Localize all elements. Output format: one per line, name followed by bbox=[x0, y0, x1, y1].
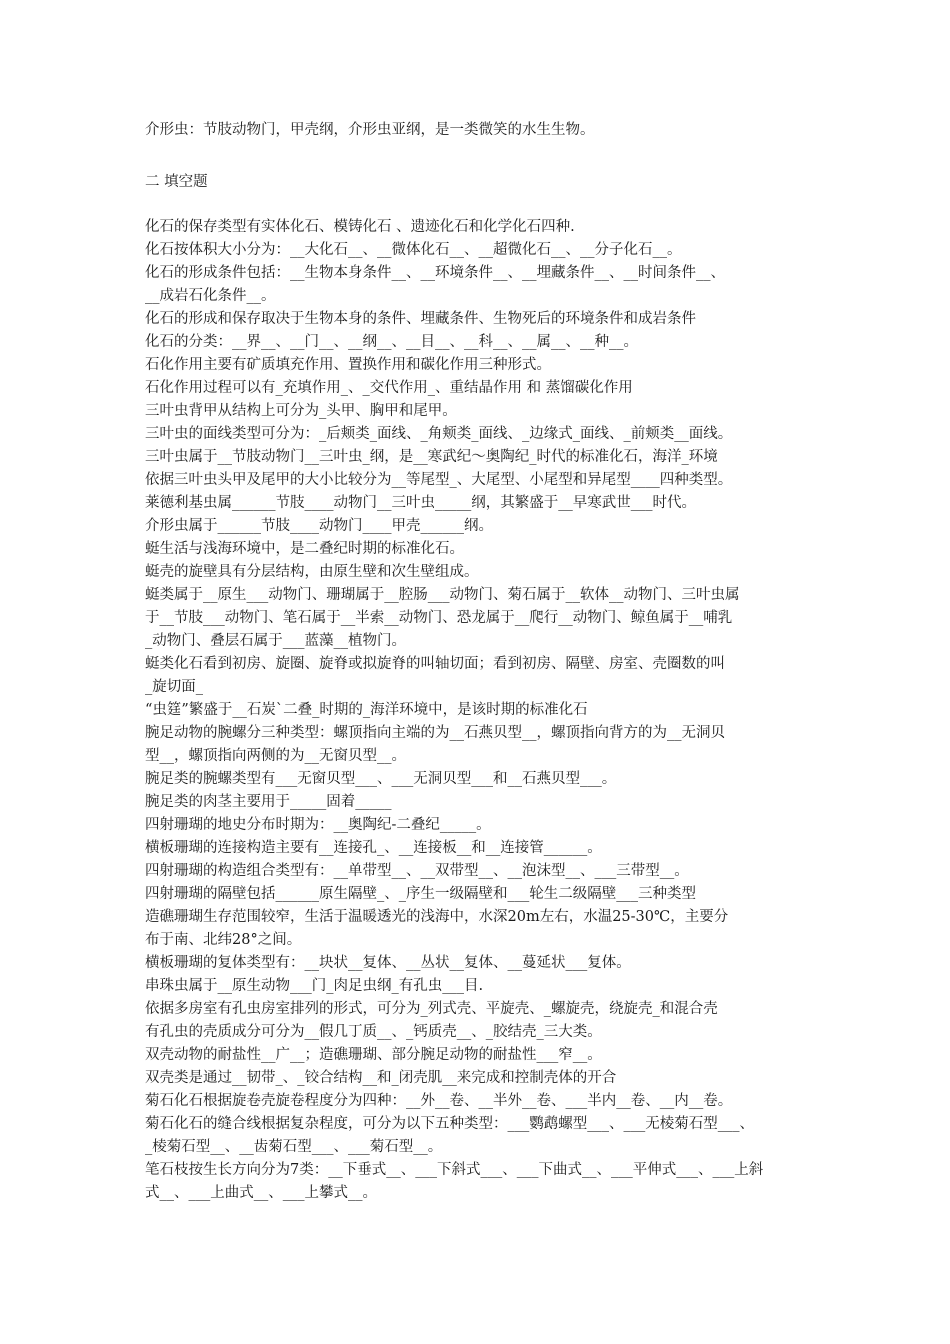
text-line: 双壳类是通过__韧带_、_铰合结构__和_闭壳肌__来完成和控制壳体的开合 bbox=[145, 1070, 617, 1086]
text-line: _棱菊石型__、__齿菊石型___、___菊石型__。 bbox=[145, 1139, 443, 1155]
text-line: __成岩石化条件__。 bbox=[145, 288, 276, 304]
text-line: 布于南、北纬28°之间。 bbox=[145, 932, 302, 948]
text-line: 菊石化石的缝合线根据复杂程度，可分为以下五种类型：___鹦鹉螺型___、___无棱菊石型___、 bbox=[145, 1116, 754, 1132]
intro-line: 介形虫：节肢动物门，甲壳纲，介形虫亚纲，是一类微笑的水生生物。 bbox=[145, 122, 595, 138]
text-line: 式__、___上曲式__、___上攀式__。 bbox=[145, 1185, 377, 1201]
text-line: 蜓类化石看到初房、旋圈、旋脊或拟旋脊的叫轴切面；看到初房、隔壁、房室、壳圈数的叫 bbox=[145, 656, 725, 672]
text-line: 造礁珊瑚生存范围较窄，生活于温暖透光的浅海中，水深20m左右，水温25-30℃，主要分 bbox=[145, 909, 729, 925]
text-line: 四射珊瑚的隔壁包括______原生隔壁_、_序生一级隔壁和___轮生二级隔壁___三种类型 bbox=[145, 886, 696, 902]
fill-in-list bbox=[145, 216, 815, 1205]
text-line: 莱德利基虫属______节肢____动物门__三叶虫_____纲，其繁盛于__早寒武世___时代。 bbox=[145, 495, 696, 511]
text-line: 三叶虫的面线类型可分为：_后颊类_面线、_角颊类_面线、_边缘式_面线、_前颊类__面线。 bbox=[145, 426, 733, 442]
text-line: 腕足动物的腕螺分三种类型：螺顶指向主端的为__石燕贝型__，螺顶指向背方的为__无洞贝 bbox=[145, 725, 725, 741]
text-line: 腕足类的肉茎主要用于_____固着_____ bbox=[145, 794, 392, 810]
text-line: _旋切面_ bbox=[145, 679, 203, 695]
text-line: 型__，螺顶指向两侧的为__无窗贝型__。 bbox=[145, 748, 406, 764]
text-line: 化石按体积大小分为：__大化石__、__微体化石__、__超微化石__、__分子化石__。 bbox=[145, 242, 682, 258]
text-line: 横板珊瑚的连接构造主要有__连接孔_、__连接板__和__连接管______。 bbox=[145, 840, 602, 856]
text-line: 横板珊瑚的复体类型有：__块状__复体、__丛状__复体、__蔓延状___复体。 bbox=[145, 955, 631, 971]
text-line: 依据三叶虫头甲及尾甲的大小比较分为__等尾型_、大尾型、小尾型和异尾型____四种类型。 bbox=[145, 472, 733, 488]
text-line: 三叶虫属于__节肢动物门__三叶虫_纲，是__寒武纪～奥陶纪_时代的标准化石，海洋_环境 bbox=[145, 449, 718, 465]
text-line: 双壳动物的耐盐性__广__；造礁珊瑚、部分腕足动物的耐盐性___窄__。 bbox=[145, 1047, 602, 1063]
text-line: 化石的形成条件包括：__生物本身条件__、__环境条件__、__埋藏条件__、__时间条件__、 bbox=[145, 265, 725, 281]
text-line: 于__节肢___动物门、笔石属于__半索__动物门、恐龙属于__爬行__动物门、鲸鱼属于__哺乳 bbox=[145, 610, 733, 626]
text-line: 化石的保存类型有实体化石、模铸化石 、遗迹化石和化学化石四种. bbox=[145, 219, 575, 235]
text-line: 介形虫属于______节肢____动物门____甲壳______纲。 bbox=[145, 518, 493, 534]
text-line: 四射珊瑚的构造组合类型有：__单带型__、__双带型__、__泡沫型__、___三带型__。 bbox=[145, 863, 689, 879]
text-line: 石化作用主要有矿质填充作用、置换作用和碳化作用三种形式。 bbox=[145, 357, 551, 373]
text-line: 四射珊瑚的地史分布时期为：__奥陶纪-二叠纪_____。 bbox=[145, 817, 491, 833]
text-line: 蜓生活与浅海环境中，是二叠纪时期的标准化石。 bbox=[145, 541, 464, 557]
text-line: 石化作用过程可以有_充填作用_、_交代作用_、重结晶作用 和 蒸馏碳化作用 bbox=[145, 380, 633, 396]
text-line: 腕足类的腕螺类型有___无窗贝型___、___无洞贝型___和__石燕贝型___。 bbox=[145, 771, 617, 787]
text-line: 化石的分类：__界__、__门__、__纲__、__目__、__科__、__属__、__种__。 bbox=[145, 334, 638, 350]
text-line: 菊石化石根据旋卷壳旋卷程度分为四种：__外__卷、__半外__卷、___半内__卷、__内__卷。 bbox=[145, 1093, 733, 1109]
text-line: 依据多房室有孔虫房室排列的形式，可分为_列式壳、平旋壳、_螺旋壳，绕旋壳_和混合壳 bbox=[145, 1001, 718, 1017]
text-line: 有孔虫的壳质成分可分为__假几丁质__、_钙质壳__、_胶结壳_三大类。 bbox=[145, 1024, 602, 1040]
text-line: 化石的形成和保存取决于生物本身的条件、埋藏条件、生物死后的环境条件和成岩条件 bbox=[145, 311, 696, 327]
text-line: _动物门、叠层石属于___蓝藻__植物门。 bbox=[145, 633, 406, 649]
text-line: 蜓类属于__原生___动物门、珊瑚属于__腔肠___动物门、菊石属于__软体__动物门、三叶虫属 bbox=[145, 587, 740, 603]
section-title: 二 填空题 bbox=[145, 174, 208, 190]
text-line: 三叶虫背甲从结构上可分为_头甲、胸甲和尾甲。 bbox=[145, 403, 457, 419]
text-line: 串珠虫属于__原生动物___门_肉足虫纲_有孔虫___目. bbox=[145, 978, 484, 994]
text-line: 笔石枝按生长方向分为7类：__下垂式__、___下斜式___、___下曲式__、___平伸式___、___上斜 bbox=[145, 1162, 764, 1178]
text-line: “虫筳”繁盛于__石炭`二叠_时期的_海洋环境中，是该时期的标准化石 bbox=[145, 702, 588, 718]
text-line: 蜓壳的旋壁具有分层结构，由原生壁和次生壁组成。 bbox=[145, 564, 479, 580]
